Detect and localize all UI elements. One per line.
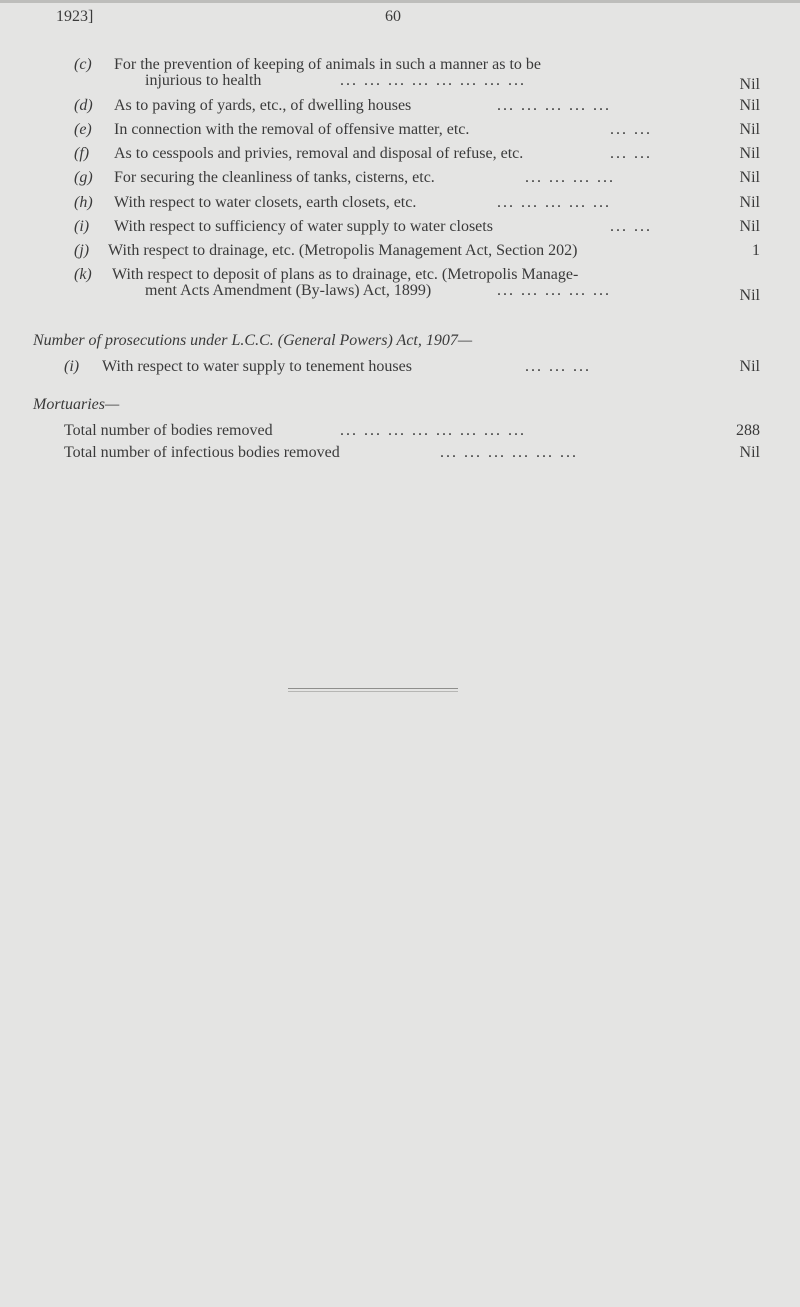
item-text: For the prevention of keeping of animals in such a manner as to be (114, 56, 541, 73)
header-year: 1923] (56, 8, 94, 25)
item-text: With respect to drainage, etc. (Metropolis Management Act, Section 202) (108, 242, 578, 259)
end-rule (288, 688, 458, 692)
leader-dots: ... ... (610, 121, 652, 138)
item-value: 288 (736, 422, 760, 439)
item-text: Total number of bodies removed (64, 422, 273, 439)
item-value: Nil (739, 287, 760, 304)
item-text: With respect to deposit of plans as to drainage, etc. (Metropolis Manage- (112, 266, 579, 283)
item-value: Nil (739, 76, 760, 93)
item-text: With respect to sufficiency of water supply to water closets (114, 218, 493, 235)
item-value: Nil (739, 97, 760, 114)
leader-dots: ... ... ... ... ... (497, 282, 611, 299)
item-text: injurious to health (145, 72, 262, 89)
item-text: Total number of infectious bodies removed (64, 444, 340, 461)
item-value: Nil (739, 169, 760, 186)
item-text: As to cesspools and privies, removal and disposal of refuse, etc. (114, 145, 524, 162)
item-value: Nil (739, 218, 760, 235)
item-value: Nil (739, 194, 760, 211)
item-text: With respect to water closets, earth closets, etc. (114, 194, 417, 211)
item-value: Nil (739, 121, 760, 138)
item-text: In connection with the removal of offensive matter, etc. (114, 121, 470, 138)
leader-dots: ... ... ... ... ... (497, 194, 611, 211)
leader-dots: ... ... ... (525, 358, 591, 375)
item-marker: (e) (74, 121, 92, 138)
page-number: 60 (385, 8, 401, 25)
item-marker: (c) (74, 56, 92, 73)
item-value: 1 (752, 242, 760, 259)
item-marker: (j) (74, 242, 90, 259)
item-marker: (d) (74, 97, 93, 114)
item-marker: (h) (74, 194, 93, 211)
item-value: Nil (739, 358, 760, 375)
leader-dots: ... ... ... ... ... ... (440, 444, 578, 461)
item-value: Nil (739, 145, 760, 162)
leader-dots: ... ... (610, 218, 652, 235)
item-marker: (g) (74, 169, 93, 186)
leader-dots: ... ... ... ... ... (497, 97, 611, 114)
item-marker: (k) (74, 266, 92, 283)
item-marker: (i) (74, 218, 90, 235)
item-text: ment Acts Amendment (By-laws) Act, 1899) (145, 282, 432, 299)
item-text: For securing the cleanliness of tanks, cisterns, etc. (114, 169, 435, 186)
leader-dots: ... ... (610, 145, 652, 162)
item-marker: (f) (74, 145, 90, 162)
leader-dots: ... ... ... ... (525, 169, 615, 186)
section-heading-prosecutions: Number of prosecutions under L.C.C. (General Powers) Act, 1907— (33, 332, 473, 349)
leader-dots: ... ... ... ... ... ... ... ... (340, 72, 526, 89)
leader-dots: ... ... ... ... ... ... ... ... (340, 422, 526, 439)
section-heading-mortuaries: Mortuaries— (33, 396, 120, 413)
item-text: As to paving of yards, etc., of dwelling houses (114, 97, 412, 114)
item-value: Nil (739, 444, 760, 461)
item-marker: (i) (64, 358, 80, 375)
top-rule (0, 0, 800, 3)
item-text: With respect to water supply to tenement houses (102, 358, 412, 375)
